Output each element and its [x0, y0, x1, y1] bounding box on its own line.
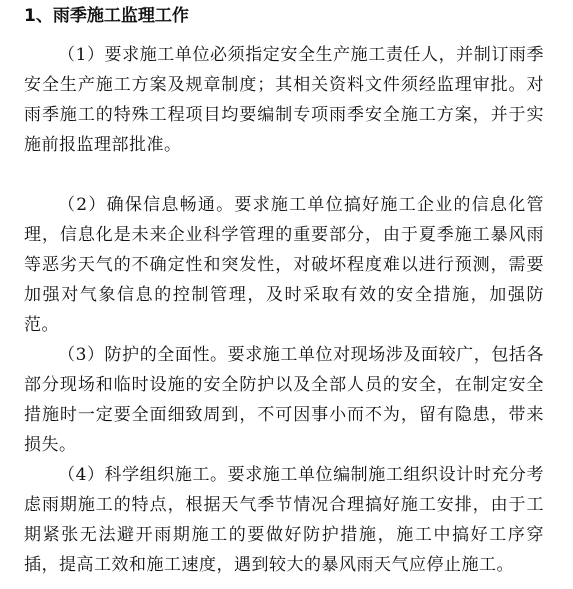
- paragraph-1: （1）要求施工单位必须指定安全生产施工责任人，并制订雨季安全生产施工方案及规章制度；其相关资料文件须经监理审批。对雨季施工的特殊工程项目均要编制专项雨季安全施工方案，并于实施前报监理部批准。: [24, 45, 544, 155]
- paragraph-2: （2）确保信息畅通。要求施工单位搞好施工企业的信息化管理，信息化是未来企业科学管理的重要部分，由于夏季施工暴风雨等恶劣天气的不确定性和突发性，对破坏程度难以进行预测，需要加强对气象信息的控制管理，及时采取有效的安全措施，加强防范。: [24, 195, 544, 335]
- paragraph-3: （3）防护的全面性。要求施工单位对现场涉及面较广，包括各部分现场和临时设施的安全防护以及全部人员的安全，在制定安全措施时一定要全面细致周到，不可因事小而不为，留有隐患，带来损失。: [24, 345, 544, 455]
- section-heading: 1、雨季施工监理工作: [24, 6, 189, 26]
- paragraph-4: （4）科学组织施工。要求施工单位编制施工组织设计时充分考虑雨期施工的特点，根据天气季节情况合理搞好施工安排，由于工期紧张无法避开雨期施工的要做好防护措施，施工中搞好工序穿插，提高工效和施工速度，遇到较大的暴风雨天气应停止施工。: [24, 465, 544, 575]
